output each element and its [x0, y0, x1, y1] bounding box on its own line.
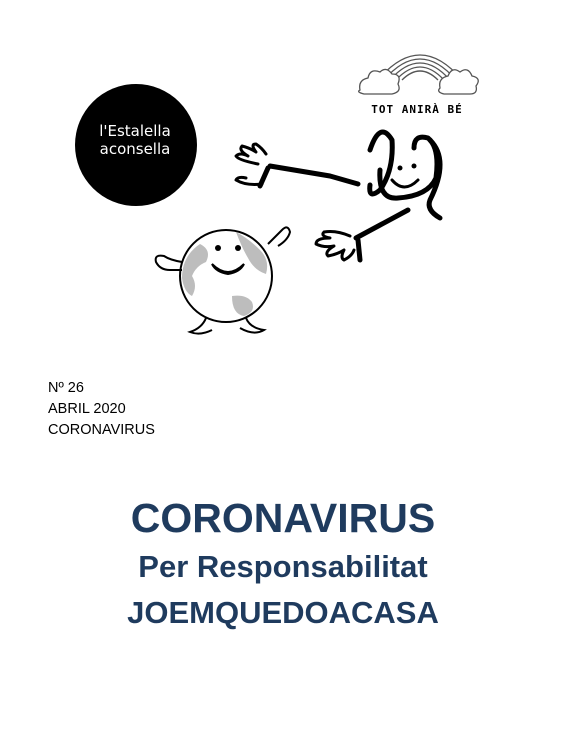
issue-date: ABRIL 2020 [48, 401, 126, 417]
issue-info [48, 378, 155, 441]
subtitle: Per Responsabilitat [138, 549, 428, 584]
issue-topic: CORONAVIRUS [48, 422, 155, 438]
smiling-earth-illustration [156, 227, 290, 333]
logo [70, 122, 200, 158]
rainbow-icon [359, 55, 479, 94]
stick-figure-illustration [236, 132, 440, 260]
logo-line-2: aconsella [99, 140, 171, 158]
main-title: CORONAVIRUS [130, 495, 436, 541]
issue-number: Nº 26 [48, 380, 84, 396]
logo-line-1: l'Estalella [99, 122, 171, 140]
rainbow-caption: TOT ANIRÀ BÉ [371, 103, 463, 116]
hashtag-title: JOEMQUEDOACASA [127, 595, 439, 630]
title-block [0, 492, 566, 636]
